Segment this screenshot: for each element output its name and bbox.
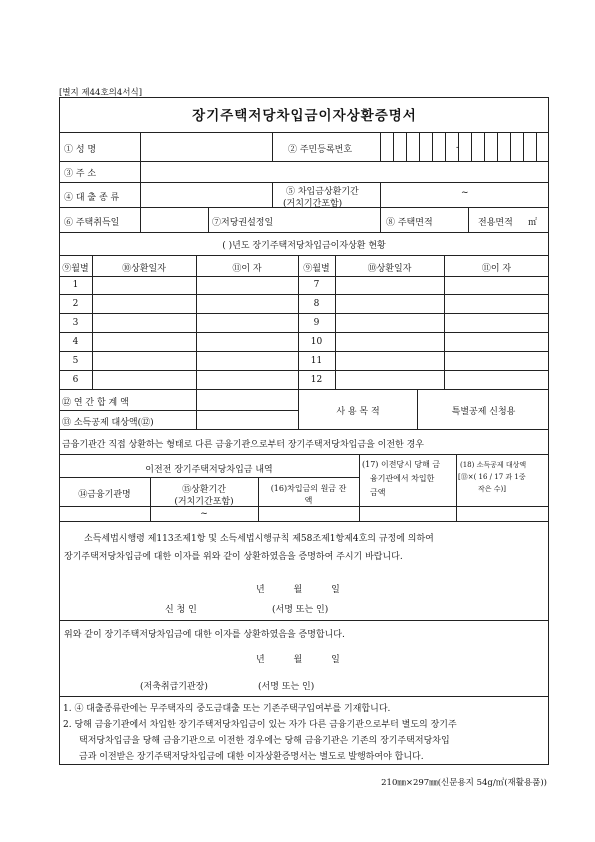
note-2-line3: 금과 이전받은 장기주택저당차입금에 대한 이자상환증명서는 별도로 발행하여야 합니다. bbox=[79, 752, 424, 762]
applicant-label: 신 청 인 bbox=[165, 605, 197, 615]
loan-type-label: ④ 대 출 종 류 bbox=[64, 193, 120, 203]
note-2-line1: 2. 당해 금융기관에서 차입한 장기주택저당차입금이 있는 자가 다른 금융기관으로부터 별도의 장기주 bbox=[63, 720, 457, 730]
repay-period-sub: (거치기간포함) bbox=[283, 199, 343, 209]
name-label: ① 성 명 bbox=[64, 145, 97, 155]
exclusive-area-label: 전용면적 bbox=[478, 218, 513, 228]
month-cell: 6 bbox=[72, 375, 79, 385]
principal-balance-header-sub: 액 bbox=[304, 496, 313, 505]
month-cell: 1 bbox=[72, 280, 79, 290]
annual-total-label: ⑫ 연 간 합 계 액 bbox=[62, 398, 129, 408]
month-cell: 8 bbox=[313, 299, 320, 309]
h17-line1: (17) 이전당시 당해 금 bbox=[362, 460, 441, 469]
paper-spec: 210㎜×297㎜(신문용지 54g/㎡(재활용품)) bbox=[381, 778, 547, 788]
h17-line2: 융기관에서 차입한 bbox=[370, 474, 435, 483]
interest-header-left: ⑪이 자 bbox=[232, 264, 262, 274]
month-cell: 5 bbox=[72, 356, 79, 366]
certify-date: 년 월 일 bbox=[256, 655, 340, 665]
acquisition-date-label: ⑥ 주택취득일 bbox=[64, 218, 120, 228]
interest-header-right: ⑪이 자 bbox=[481, 264, 512, 274]
note-1: 1. ④ 대출종류란에는 무주택자의 중도금대출 또는 기존주택구입여부를 기재합니다. bbox=[63, 704, 391, 714]
form-title: 장기주택저당차입금이자상환증명서 bbox=[192, 108, 417, 124]
repay-period-label: ⑤ 차입금상환기간 bbox=[286, 187, 359, 197]
statement-line-1: 소득세법시행령 제113조제1항 및 소득세법시행규칙 제58조제1항제4호의 규정에 의하여 bbox=[84, 534, 434, 544]
month-cell: 10 bbox=[310, 337, 323, 347]
repay-period-header: ⑮상환기간 bbox=[182, 485, 226, 495]
form-label: [별지 제44호의4서식] bbox=[59, 88, 143, 98]
rrn-label: ② 주민등록번호 bbox=[288, 145, 353, 155]
mortgage-date-label: ⑦저당권설정일 bbox=[212, 218, 274, 228]
month-cell: 11 bbox=[310, 356, 323, 366]
name-field[interactable] bbox=[142, 134, 270, 159]
period-tilde: ~ bbox=[461, 188, 469, 198]
note-2-line2: 택저당차입금을 당해 금융기관으로 이전한 경우에는 당해 금융기관은 기존의 장기주택저당차입 bbox=[79, 736, 450, 746]
institution-signature[interactable]: (서명 또는 인) bbox=[258, 682, 315, 692]
month-cell: 3 bbox=[72, 318, 79, 328]
deduction-target-label: ⑬ 소득공제 대상액(⑫) bbox=[62, 418, 154, 428]
applicant-signature[interactable]: (서명 또는 인) bbox=[272, 605, 329, 615]
institution-name-header: ⑭금융기관명 bbox=[78, 490, 131, 500]
month-header-left: ⑨월별 bbox=[62, 264, 89, 274]
month-cell: 9 bbox=[313, 318, 320, 328]
pre-transfer-header: 이전전 장기주택저당차입금 내역 bbox=[145, 465, 273, 475]
certify-statement: 위와 같이 장기주택저당차입금에 대한 이자를 상환하였음을 증명합니다. bbox=[64, 630, 345, 640]
special-deduction-label: 특별공제 신청용 bbox=[451, 407, 516, 417]
institution-head-label: (저축취급기관장) bbox=[140, 682, 208, 692]
address-field[interactable] bbox=[142, 163, 547, 180]
address-label: ③ 주 소 bbox=[64, 169, 97, 179]
month-cell: 12 bbox=[310, 375, 323, 385]
month-cell: 4 bbox=[72, 337, 79, 347]
repay-period-header-sub: (거치기간포함) bbox=[174, 497, 234, 507]
repay-date-header-right: ⑩상환일자 bbox=[367, 264, 412, 274]
transfer-note: 금융기관간 직접 상환하는 형태로 다른 금융기관으로부터 장기주택저당차입금을 이전한 경우 bbox=[62, 440, 424, 450]
h17-line3: 금액 bbox=[370, 488, 386, 497]
h18-line1: (18) 소득공제 대상액 bbox=[460, 461, 527, 469]
month-header-right: ⑨월별 bbox=[303, 264, 330, 274]
house-area-label: ⑧ 주택면적 bbox=[386, 218, 433, 228]
month-cell: 2 bbox=[72, 299, 79, 309]
transfer-period-tilde: ~ bbox=[200, 509, 208, 519]
area-unit: ㎡ bbox=[528, 218, 538, 228]
usage-label: 사 용 목 적 bbox=[336, 407, 380, 417]
rrn-dash: - bbox=[456, 143, 460, 153]
application-date: 년 월 일 bbox=[256, 585, 340, 595]
status-header: ( )년도 장기주택저당차입금이자상환 현황 bbox=[222, 241, 386, 251]
month-cell: 7 bbox=[313, 280, 320, 290]
h18-line3: 작은 수)] bbox=[478, 485, 506, 493]
principal-balance-header: (16)차입금의 원금 잔 bbox=[270, 484, 347, 493]
repay-date-header-left: ⑩상환일자 bbox=[122, 264, 166, 274]
h18-line2: [⑬×( 16 / 17 과 1중 bbox=[458, 473, 526, 481]
statement-line-2: 장기주택저당차입금에 대한 이자를 위와 같이 상환하였음을 증명하여 주시기 바랍니다. bbox=[64, 552, 403, 562]
